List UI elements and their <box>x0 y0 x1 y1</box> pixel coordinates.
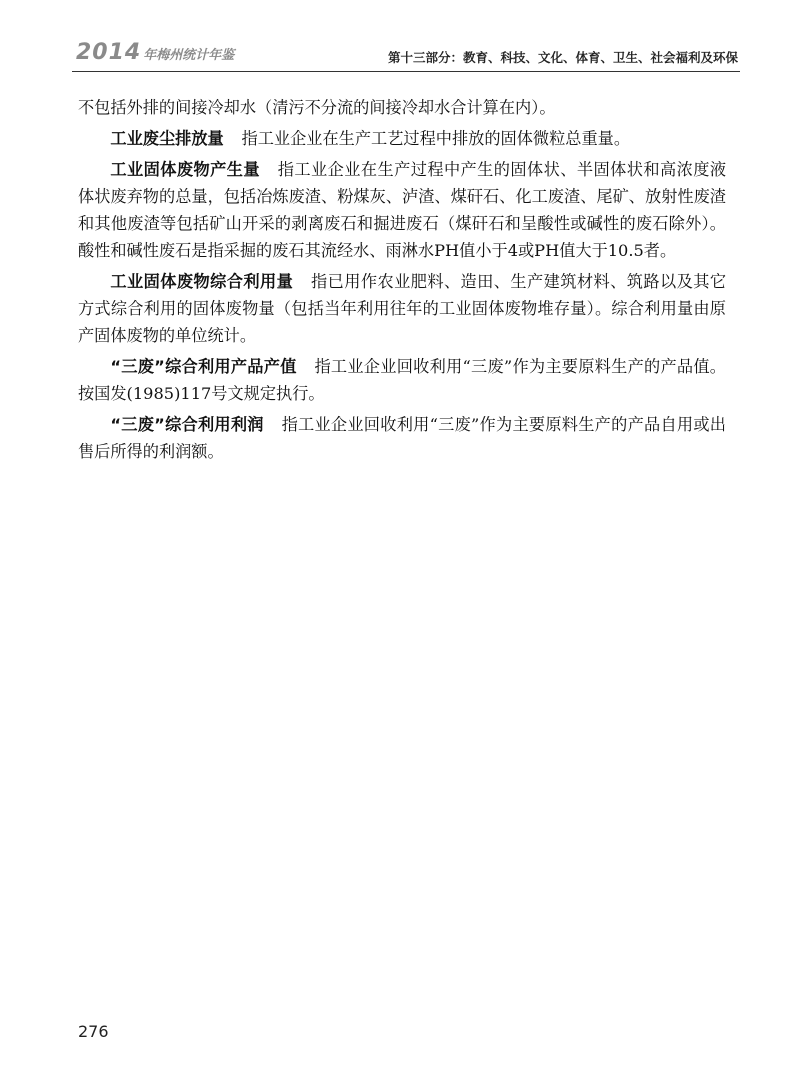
definition-text: 指工业企业回收利用“三废”作为主要原料生产的产品值。按国发(1985)117号文规定执行。 <box>78 357 726 403</box>
logo-name: 年梅州统计年鉴 <box>143 48 235 63</box>
page-header <box>72 40 740 70</box>
continuation-paragraph: 不包括外排的间接冷却水（清污不分流的间接冷却水合计算在内）。 <box>78 98 556 117</box>
definition-paragraph <box>78 156 726 264</box>
definition-term: 工业固体废物产生量 <box>110 160 260 179</box>
definition-paragraph <box>78 353 726 407</box>
header-divider <box>72 71 740 72</box>
definition-term: “三废”综合利用利润 <box>110 415 264 434</box>
definition-term: 工业废尘排放量 <box>110 129 224 148</box>
definition-term: 工业固体废物综合利用量 <box>110 272 294 291</box>
definition-text: 指工业企业在生产工艺过程中排放的固体微粒总重量。 <box>241 129 631 148</box>
definition-paragraph <box>78 268 726 349</box>
yearbook-logo <box>76 40 234 65</box>
definition-text: 指工业企业回收利用“三废”作为主要原料生产的产品自用或出售后所得的利润额。 <box>78 415 726 461</box>
definition-term: “三废”综合利用产品产值 <box>110 357 297 376</box>
logo-year: 2014 <box>76 40 142 65</box>
definition-paragraph <box>78 125 726 152</box>
section-title: 第十三部分：教育、科技、文化、体育、卫生、社会福利及环保 <box>387 50 738 65</box>
definition-text: 指工业企业在生产过程中产生的固体状、半固体状和高浓度液体状废弃物的总量，包括冶炼废渣、粉煤灰、泸渣、煤矸石、化工废渣、尾矿、放射性废渣和其他废渣等包括矿山开采的剥离废石和掘进废石（煤矸石和呈酸性或碱性的废石除外）。酸性和碱性废石是指采掘的废石其流经水、雨淋水PH值小于4或PH值大于10.5者。 <box>78 160 727 260</box>
definition-paragraph <box>78 411 726 465</box>
page-number: 276 <box>78 1022 109 1041</box>
definition-text: 指已用作农业肥料、造田、生产建筑材料、筑路以及其它方式综合利用的固体废物量（包括当年利用往年的工业固体废物堆存量）。综合利用量由原产固体废物的单位统计。 <box>78 272 727 345</box>
main-content <box>78 94 726 469</box>
